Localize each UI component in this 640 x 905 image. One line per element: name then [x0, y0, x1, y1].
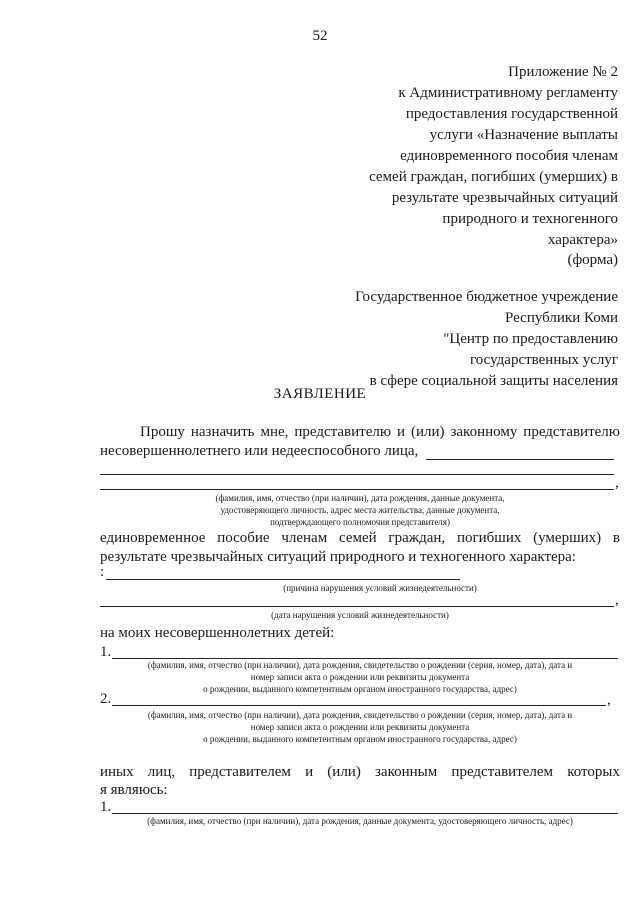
caption-line: удостоверяющего личность, адрес места жительства, данные документа, — [220, 505, 500, 515]
comma: , — [607, 692, 611, 708]
child-2-field[interactable] — [112, 705, 606, 706]
benefit-line-2: результате чрезвычайных ситуаций природного и техногенного характера: — [100, 549, 576, 565]
appendix-line: к Административному регламенту — [398, 85, 618, 101]
recipient-line: в сфере социальной защиты населения — [369, 373, 618, 389]
other-1-number: 1. — [100, 799, 112, 815]
intro-line-2: несовершеннолетнего или недееспособного лица, — [100, 443, 419, 459]
reason-field[interactable] — [106, 579, 460, 580]
recipient-block — [355, 287, 618, 392]
children-heading: на моих несовершеннолетних детей: — [100, 625, 335, 641]
caption-line: (фамилия, имя, отчество (при наличии), дата рождения, свидетельство о рождении (серия, номер, дата), дата и — [147, 710, 573, 720]
document-title: ЗАЯВЛЕНИЕ — [273, 386, 367, 402]
other-1-field[interactable] — [112, 813, 618, 814]
appendix-line: услуги «Назначение выплаты — [429, 127, 618, 143]
caption-date: (дата нарушения условий жизнедеятельности) — [271, 610, 449, 620]
caption-line: (фамилия, имя, отчество (при наличии), дата рождения, данные документа, — [215, 493, 505, 503]
caption-child-1 — [92, 659, 628, 695]
form-label: (форма) — [567, 252, 618, 268]
intro-line-1: Прошу назначить мне, представителю и (или) законному представителю — [140, 424, 620, 440]
colon-mark: : — [100, 564, 105, 580]
appendix-line: природного и техногенного — [442, 211, 618, 227]
comma: , — [615, 475, 619, 491]
comma: , — [615, 592, 619, 608]
caption-line: о рождении, выданного компетентным органом иностранного государства, адрес) — [203, 684, 517, 694]
others-line-2: я являюсь: — [100, 782, 168, 798]
child-2-number: 2. — [100, 691, 112, 707]
date-field[interactable] — [100, 606, 614, 607]
caption-line: номер записи акта о рождении или реквизиты документа — [250, 722, 470, 732]
caption-reason: (причина нарушения условий жизнедеятельности) — [283, 583, 477, 593]
appendix-block — [369, 62, 618, 251]
recipient-line: Республики Коми — [505, 310, 618, 326]
caption-line: номер записи акта о рождении или реквизиты документа — [250, 672, 470, 682]
appendix-line: семей граждан, погибших (умерших) в — [369, 169, 618, 185]
applicant-field-line-3[interactable] — [100, 489, 614, 490]
recipient-line: "Центр по предоставлению — [443, 331, 618, 347]
appendix-line: единовременного пособия членам — [400, 148, 618, 164]
child-1-number: 1. — [100, 644, 112, 660]
caption-line: о рождении, выданного компетентным органом иностранного государства, адрес) — [203, 734, 517, 744]
appendix-line: результате чрезвычайных ситуаций — [391, 190, 618, 206]
caption-applicant — [100, 492, 620, 528]
recipient-line: Государственное бюджетное учреждение — [355, 289, 618, 305]
page-number: 52 — [312, 28, 328, 44]
benefit-line-1: единовременное пособие членам семей граждан, погибших (умерших) в — [100, 530, 620, 546]
applicant-field-line-2[interactable] — [100, 474, 614, 475]
caption-other: (фамилия, имя, отчество (при наличии), дата рождения, данные документа, удостоверяющего личность, адрес) — [147, 816, 573, 826]
caption-line: (фамилия, имя, отчество (при наличии), дата рождения, свидетельство о рождении (серия, номер, дата), дата и — [147, 660, 573, 670]
appendix-line: Приложение № 2 — [508, 64, 618, 80]
caption-line: подтверждающего полномочия представителя) — [270, 517, 450, 527]
applicant-field[interactable] — [426, 459, 614, 460]
appendix-line: предоставления государственной — [405, 106, 618, 122]
recipient-line: государственных услуг — [469, 352, 618, 368]
appendix-line: характера» — [547, 232, 618, 248]
caption-child-2 — [92, 709, 628, 745]
others-line-1: иных лиц, представителем и (или) законным представителем которых — [100, 764, 620, 780]
